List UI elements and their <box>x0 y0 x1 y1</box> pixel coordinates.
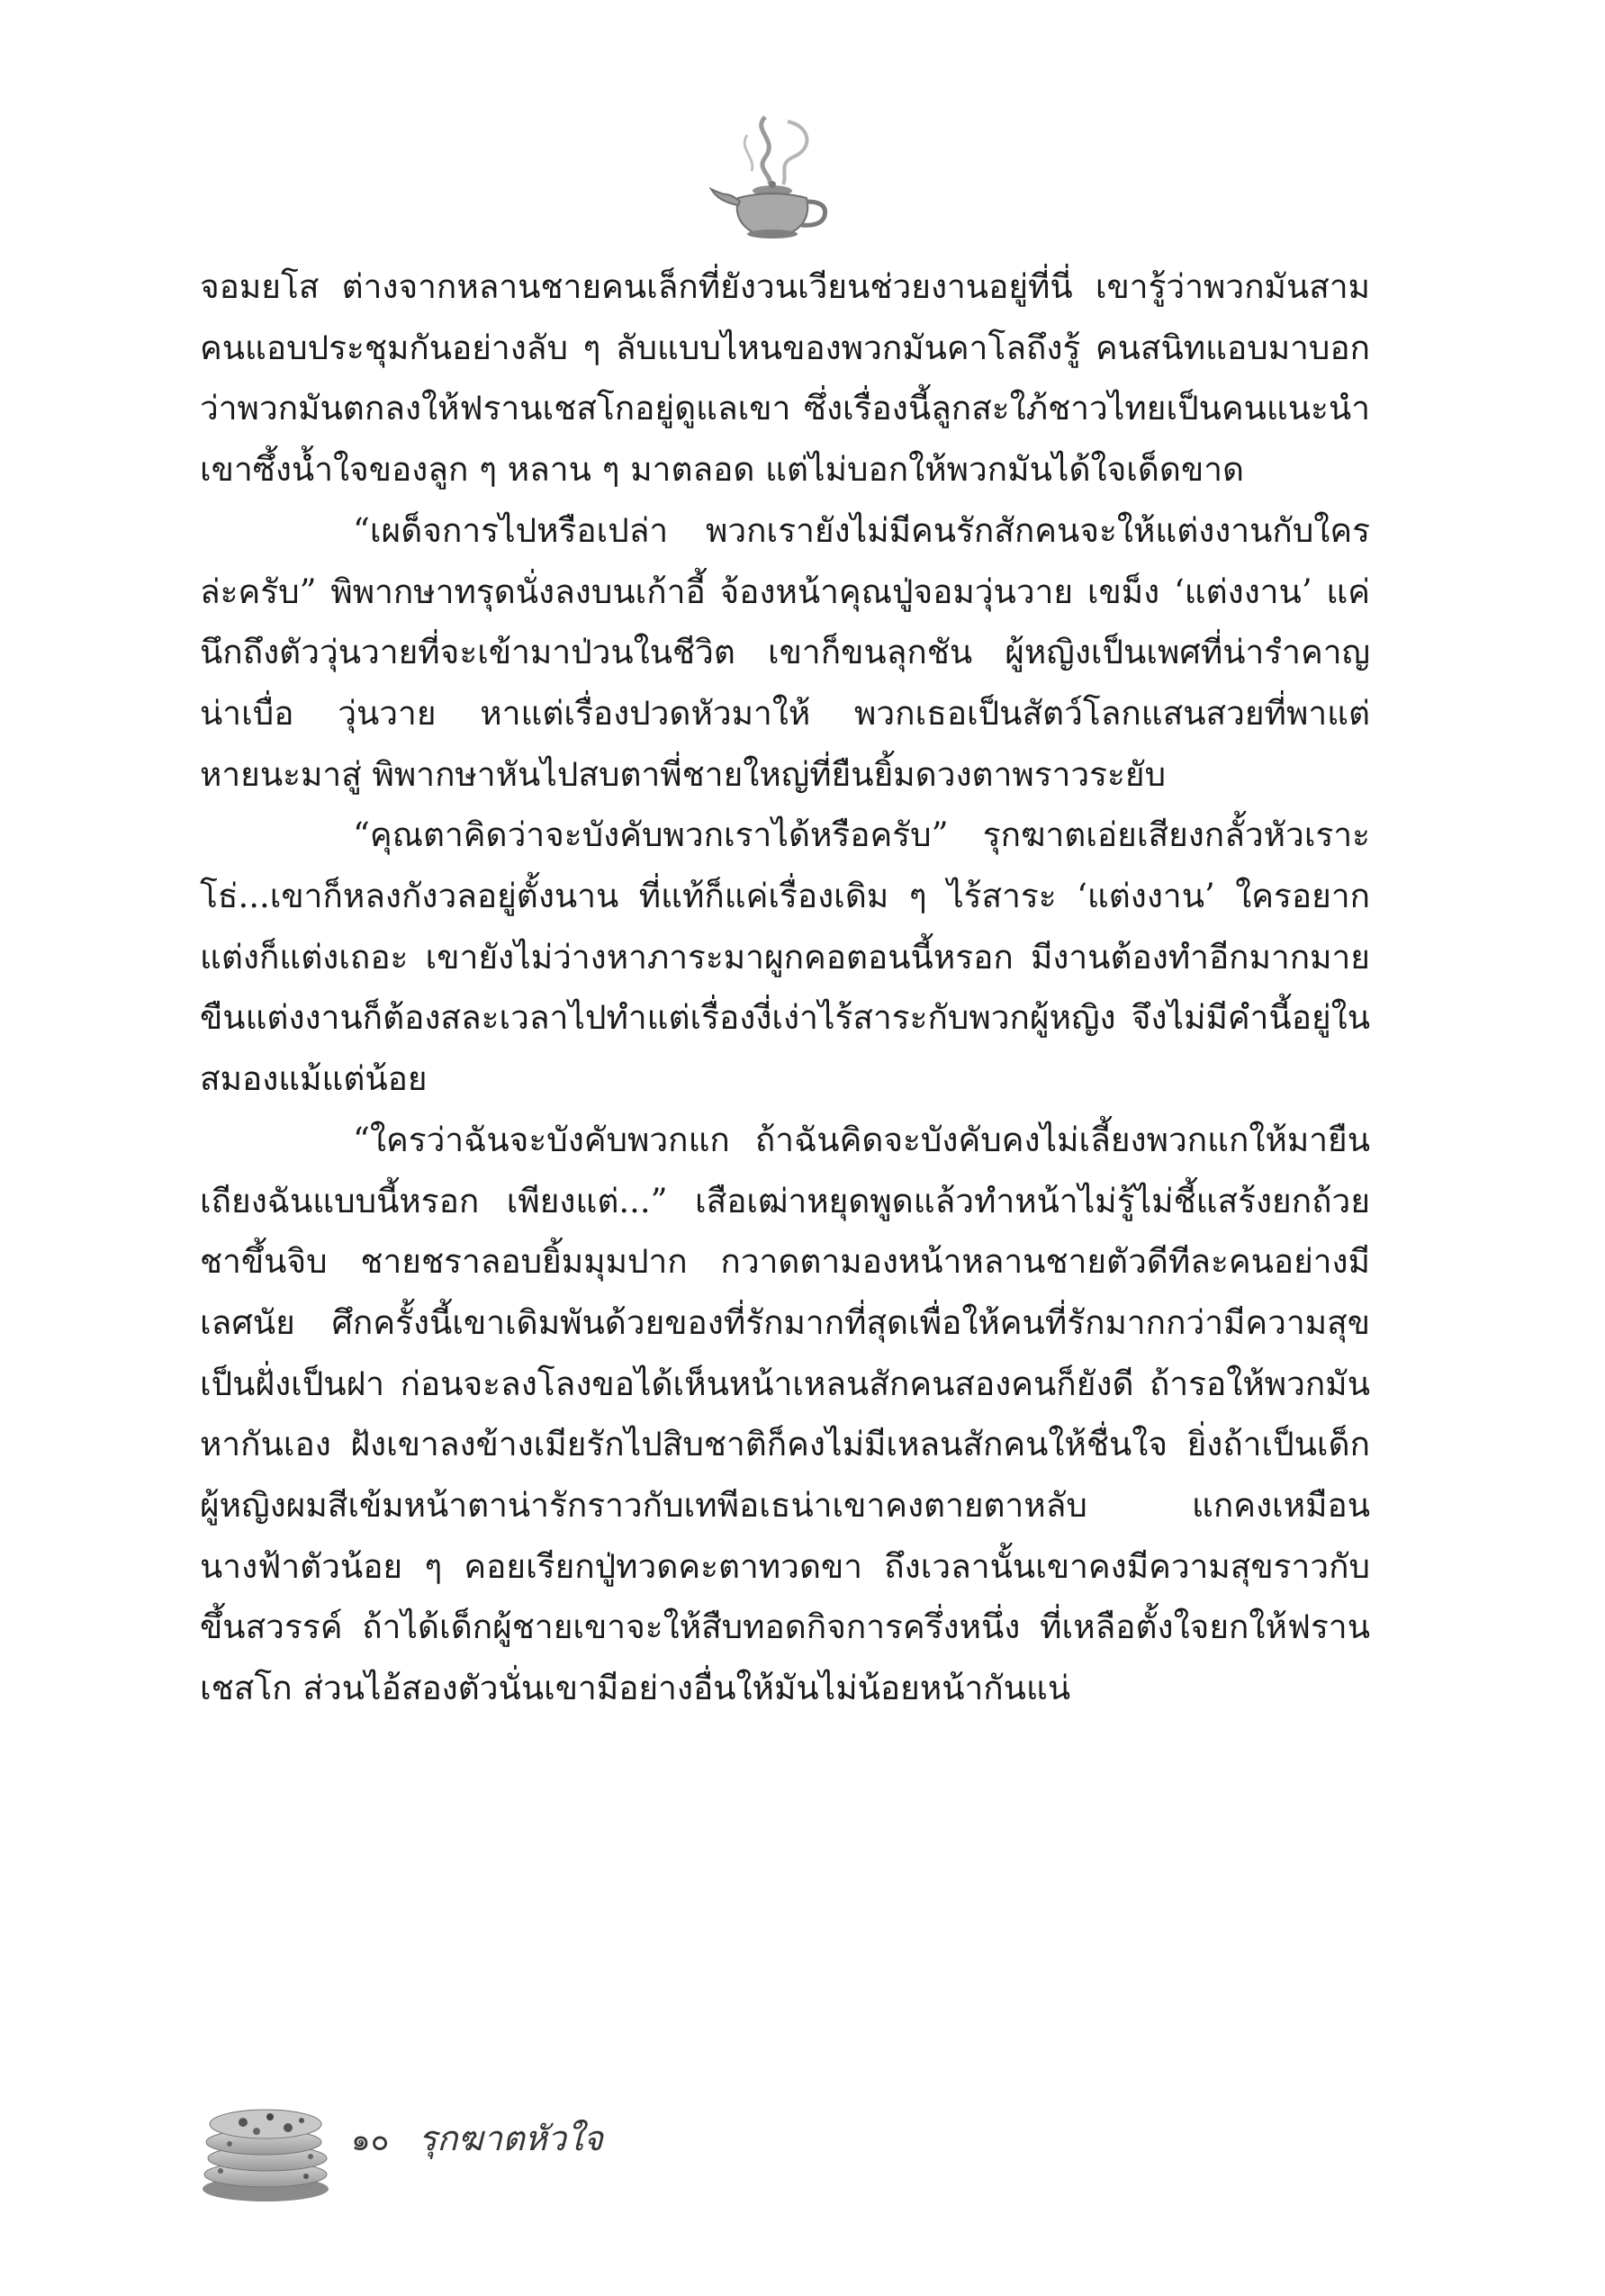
paragraph-2: “เผด็จการไปหรือเปล่า พวกเรายังไม่มีคนรักสักคนจะให้แต่งงานกับใครล่ะครับ” พิพากษาทรุดนั่งลงบนเก้าอี้ จ้องหน้าคุณปู่จอมวุ่นวาย เขม็ง ‘แต่งงาน’ แค่นึกถึงตัววุ่นวายที่จะเข้ามาป่วนในชีวิต เขาก็ขนลุกชัน ผู้หญิงเป็นเพศที่น่ารำคาญ น่าเบื่อ วุ่นวาย หาแต่เรื่องปวดหัวมาให้ พวกเธอเป็นสัตว์โลกแสนสวยที่พาแต่หายนะมาสู่ พิพากษาหันไปสบตาพี่ชายใหญ่ที่ยืนยิ้มดวงตาพราวระยับ <box>200 510 1370 794</box>
teapot-icon <box>702 108 837 243</box>
page-footer <box>194 2070 734 2205</box>
page-number: ๑๐ <box>351 2122 390 2158</box>
paragraph-1: จอมยโส ต่างจากหลานชายคนเล็กที่ยังวนเวียนช่วยงานอยู่ที่นี่ เขารู้ว่าพวกมันสามคนแอบประชุมกันอย่างลับ ๆ ลับแบบไหนของพวกมันคาโลถึงรู้ คนสนิทแอบมาบอกว่าพวกมันตกลงให้ฟรานเชสโกอยู่ดูแลเขา ซึ่งเรื่องนี้ลูกสะใภ้ชาวไทยเป็นคนแนะนำ เขาซึ้งน้ำใจของลูก ๆ หลาน ๆ มาตลอด แต่ไม่บอกให้พวกมันได้ใจเด็ดขาด <box>200 267 1370 490</box>
book-title: รุกฆาตหัวใจ <box>419 2119 603 2158</box>
body-text <box>200 257 1370 1719</box>
paragraph-4: “ใครว่าฉันจะบังคับพวกแก ถ้าฉันคิดจะบังคับคงไม่เลี้ยงพวกแกให้มายืนเถียงฉันแบบนี้หรอก เพียงแต่...” เสือเฒ่าหยุดพูดแล้วทำหน้าไม่รู้ไม่ชี้แสร้งยกถ้วยชาขึ้นจิบ ชายชราลอบยิ้มมุมปาก กวาดตามองหน้าหลานชายตัวดีทีละคนอย่างมีเลศนัย ศึกครั้งนี้เขาเดิมพันด้วยของที่รักมากที่สุดเพื่อให้คนที่รักมากกว่ามีความสุขเป็นฝั่งเป็นฝา ก่อนจะลงโลงขอได้เห็นหน้าเหลนสักคนสองคนก็ยังดี ถ้ารอให้พวกมันหากันเอง ฝังเขาลงข้างเมียรักไปสิบชาติก็คงไม่มีเหลนสักคนให้ชื่นใจ ยิ่งถ้าเป็นเด็กผู้หญิงผมสีเข้มหน้าตาน่ารักราวกับเทพีอเธน่าเขาคงตายตาหลับ แกคงเหมือนนางฟ้าตัวน้อย ๆ คอยเรียกปู่ทวดคะตาทวดขา ถึงเวลานั้นเขาคงมีความสุขราวกับขึ้นสวรรค์ ถ้าได้เด็กผู้ชายเขาจะให้สืบทอดกิจการครึ่งหนึ่ง ที่เหลือตั้งใจยกให้ฟรานเชสโก ส่วนไอ้สองตัวนั่นเขามีอย่างอื่นให้มันไม่น้อยหน้ากันแน่ <box>200 1120 1370 1708</box>
paragraph-3: “คุณตาคิดว่าจะบังคับพวกเราได้หรือครับ” รุกฆาตเอ่ยเสียงกลั้วหัวเราะ โธ่...เขาก็หลงกังวลอยู่ตั้งนาน ที่แท้ก็แค่เรื่องเดิม ๆ ไร้สาระ ‘แต่งงาน’ ใครอยากแต่งก็แต่งเถอะ เขายังไม่ว่างหาภาระมาผูกคอตอนนี้หรอก มีงานต้องทำอีกมากมาย ขืนแต่งงานก็ต้องสละเวลาไปทำแต่เรื่องงี่เง่าไร้สาระกับพวกผู้หญิง จึงไม่มีคำนี้อยู่ในสมองแม้แต่น้อย <box>200 815 1370 1099</box>
cookie-stack-icon <box>194 2070 356 2205</box>
